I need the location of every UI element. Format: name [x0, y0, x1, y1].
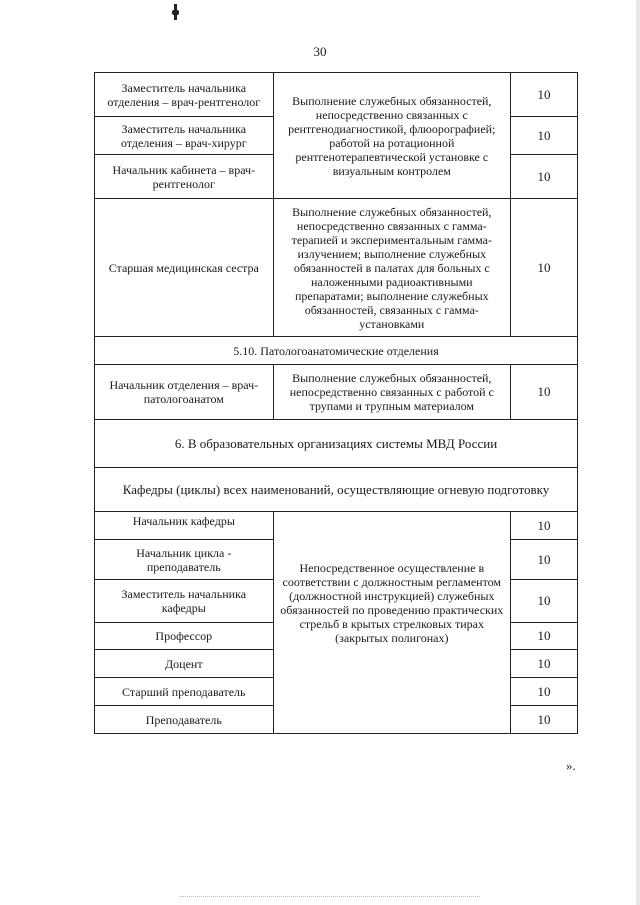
value-cell: 10 — [511, 623, 578, 650]
duty-cell: Выполнение служебных обязанностей, непосредственно связанных с работой с трупами и трупным материалом — [273, 365, 510, 420]
section-row — [95, 468, 578, 512]
position-cell: Профессор — [95, 623, 274, 650]
value-cell: 10 — [511, 365, 578, 420]
duty-cell: Непосредственное осуществление в соответствии с должностным регламентом (должностной инструкцией) служебных обязанностей по проведению практических стрельб в крытых стрелковых тирах (закрытых полигонах) — [273, 512, 510, 734]
position-cell: Начальник отделения – врач-патологоанатом — [95, 365, 274, 420]
scan-edge — [636, 0, 640, 905]
value-cell: 10 — [511, 706, 578, 734]
value-cell: 10 — [511, 155, 578, 199]
position-cell: Начальник кабинета – врач-рентгенолог — [95, 155, 274, 199]
table-row — [95, 365, 578, 420]
table-row — [95, 73, 578, 117]
section-row — [95, 420, 578, 468]
position-cell: Старшая медицинская сестра — [95, 199, 274, 337]
duty-cell: Выполнение служебных обязанностей, непосредственно связанных с рентгенодиагностикой, флюорографией; работой на ротационной рентгенотерапевтической установке с визуальным контролем — [273, 73, 510, 199]
value-cell: 10 — [511, 650, 578, 678]
page-number: 30 — [313, 44, 327, 59]
position-cell: Заместитель начальника отделения – врач-хирург — [95, 117, 274, 155]
position-cell: Старший преподаватель — [95, 678, 274, 706]
duty-cell: Выполнение служебных обязанностей, непосредственно связанных с гамма-терапией и экспериментальным гамма-излучением; выполнение служебных обязанностей в палатах для больных с наложенными радиоактивными препаратами; выполнение служебных обязанностей, связанных с гамма-установками — [273, 199, 510, 337]
position-cell: Начальник кафедры — [95, 512, 274, 540]
positions-table — [94, 72, 578, 734]
scan-noise — [180, 896, 480, 898]
subsection-heading: Кафедры (циклы) всех наименований, осуществляющие огневую подготовку — [95, 468, 578, 512]
position-cell: Доцент — [95, 650, 274, 678]
value-cell: 10 — [511, 678, 578, 706]
value-cell: 10 — [511, 512, 578, 540]
section-row — [95, 337, 578, 365]
closing-quote: ». — [566, 758, 576, 773]
value-cell: 10 — [511, 117, 578, 155]
section-heading: 5.10. Патологоанатомические отделения — [95, 337, 578, 365]
table-row — [95, 512, 578, 540]
position-cell: Заместитель начальника отделения – врач-рентгенолог — [95, 73, 274, 117]
scan-mark-blob — [172, 10, 179, 15]
position-cell: Начальник цикла - преподаватель — [95, 540, 274, 580]
value-cell: 10 — [511, 540, 578, 580]
value-cell: 10 — [511, 73, 578, 117]
table-row — [95, 199, 578, 337]
position-cell: Преподаватель — [95, 706, 274, 734]
position-cell: Заместитель начальника кафедры — [95, 580, 274, 623]
value-cell: 10 — [511, 580, 578, 623]
value-cell: 10 — [511, 199, 578, 337]
section-heading: 6. В образовательных организациях системы МВД России — [95, 420, 578, 468]
